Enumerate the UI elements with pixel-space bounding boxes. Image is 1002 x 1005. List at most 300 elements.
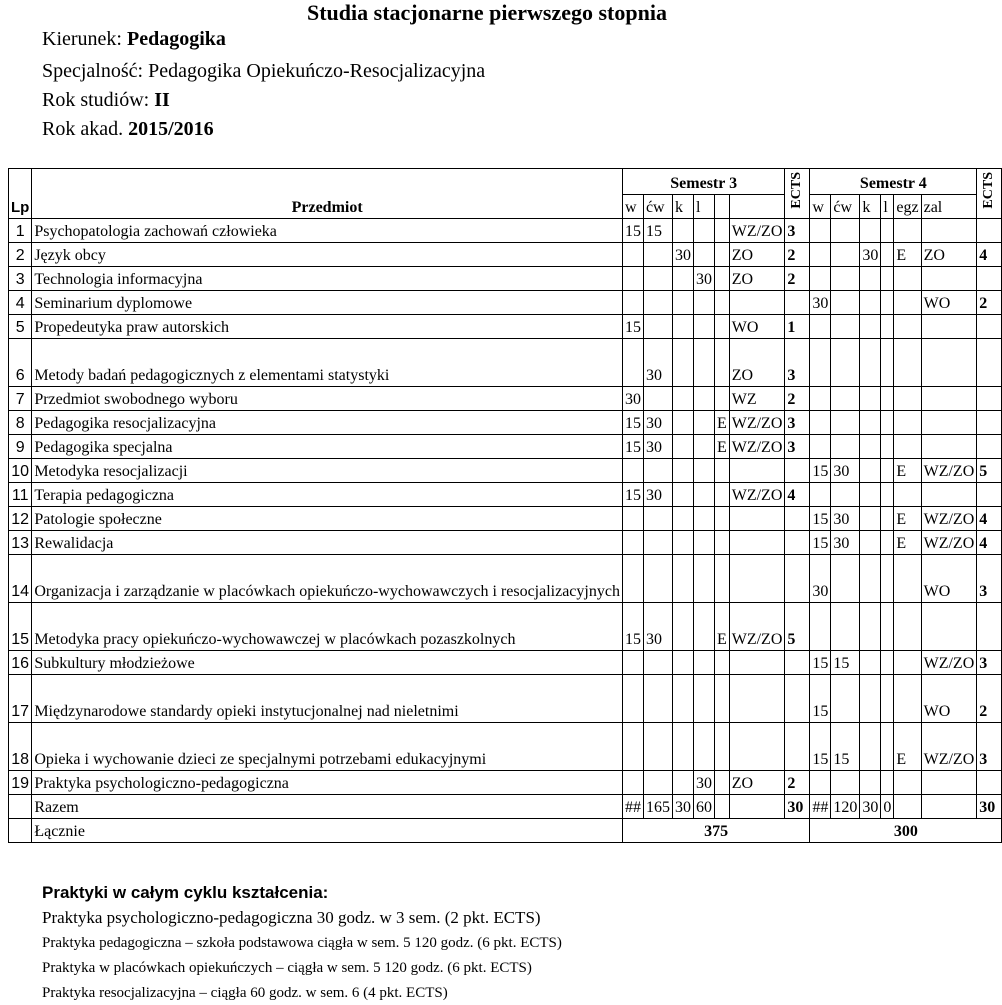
- totals-s4: 0: [881, 795, 894, 819]
- subject-name: Propedeutyka praw autorskich: [32, 315, 623, 339]
- przedmiot-header: Przedmiot: [32, 169, 623, 219]
- s3-w: [622, 675, 643, 723]
- s3-cw: [643, 507, 672, 531]
- s3-cw: 30: [643, 339, 672, 387]
- s3-l: [693, 435, 714, 459]
- s3-ects: [785, 555, 810, 603]
- s4-k: [860, 603, 881, 651]
- lp-cell: 12: [9, 507, 32, 531]
- s3-k: [672, 315, 693, 339]
- s4-zal: WO: [921, 675, 977, 723]
- s4-k: [860, 675, 881, 723]
- s3-k: [672, 507, 693, 531]
- col-zal-4: zal: [921, 195, 977, 219]
- subject-name: Praktyka psychologiczno-pedagogiczna: [32, 771, 623, 795]
- s3-w: [622, 339, 643, 387]
- s4-ects: 4: [977, 531, 1002, 555]
- s4-k: [860, 771, 881, 795]
- s3-zal: WO: [729, 315, 785, 339]
- s3-egz: [714, 459, 729, 483]
- s3-zal: [729, 651, 785, 675]
- totals-s3: 30: [785, 795, 810, 819]
- s3-cw: 30: [643, 483, 672, 507]
- s4-ects: [977, 771, 1002, 795]
- col-w-4: w: [810, 195, 831, 219]
- totals-s3: 60: [693, 795, 714, 819]
- s3-l: [693, 411, 714, 435]
- s4-cw: [831, 291, 860, 315]
- table-row: [9, 507, 1002, 531]
- lp-cell: 1: [9, 219, 32, 243]
- s3-l: [693, 507, 714, 531]
- s3-cw: [643, 771, 672, 795]
- curriculum-table: [8, 168, 1002, 843]
- s4-w: 15: [810, 507, 831, 531]
- totals-label: Razem: [32, 795, 623, 819]
- s4-ects: [977, 339, 1002, 387]
- subject-name: Patologie społeczne: [32, 507, 623, 531]
- s4-zal: WZ/ZO: [921, 459, 977, 483]
- practice-line: Praktyka resocjalizacyjna – ciągła 60 godz. w sem. 6 (4 pkt. ECTS): [42, 985, 448, 1001]
- s4-k: [860, 651, 881, 675]
- s3-zal: [729, 531, 785, 555]
- subject-name: Rewalidacja: [32, 531, 623, 555]
- s4-k: [860, 315, 881, 339]
- semestr3-header: Semestr 3: [622, 169, 784, 195]
- s3-egz: [714, 291, 729, 315]
- subject-name: Międzynarodowe standardy opieki instytucjonalnej nad nieletnimi: [32, 675, 623, 723]
- s3-w: 15: [622, 435, 643, 459]
- s3-w: [622, 771, 643, 795]
- lp-cell: 7: [9, 387, 32, 411]
- s3-egz: [714, 219, 729, 243]
- s3-l: [693, 315, 714, 339]
- subject-name: Seminarium dyplomowe: [32, 291, 623, 315]
- s3-l: [693, 339, 714, 387]
- s3-ects: [785, 459, 810, 483]
- table-row: [9, 339, 1002, 387]
- s4-l: [881, 555, 894, 603]
- s3-zal: WZ/ZO: [729, 483, 785, 507]
- s4-k: [860, 459, 881, 483]
- study-year: [42, 89, 170, 112]
- s4-l: [881, 243, 894, 267]
- lp-cell: [9, 819, 32, 843]
- s4-ects: [977, 435, 1002, 459]
- s4-zal: WZ/ZO: [921, 531, 977, 555]
- s3-k: [672, 387, 693, 411]
- table-row: [9, 291, 1002, 315]
- s4-w: [810, 315, 831, 339]
- practice-line: Praktyka pedagogiczna – szkoła podstawowa ciągła w sem. 5 120 godz. (6 pkt. ECTS): [42, 935, 562, 951]
- col-egz-4: egz: [894, 195, 921, 219]
- s4-cw: 30: [831, 459, 860, 483]
- subject-name: Pedagogika resocjalizacyjna: [32, 411, 623, 435]
- s4-w: [810, 603, 831, 651]
- s3-zal: WZ/ZO: [729, 411, 785, 435]
- s4-cw: [831, 675, 860, 723]
- table-row: [9, 459, 1002, 483]
- s4-k: [860, 291, 881, 315]
- s3-egz: [714, 315, 729, 339]
- s4-zal: [921, 483, 977, 507]
- s4-zal: WZ/ZO: [921, 507, 977, 531]
- s3-w: 15: [622, 219, 643, 243]
- s3-zal: ZO: [729, 339, 785, 387]
- ects-header-sem3: ECTS: [785, 169, 810, 219]
- lp-cell: 17: [9, 675, 32, 723]
- s4-cw: [831, 315, 860, 339]
- table-row: [9, 435, 1002, 459]
- s4-w: 15: [810, 651, 831, 675]
- s3-ects: [785, 291, 810, 315]
- s4-zal: [921, 603, 977, 651]
- s4-ects: [977, 267, 1002, 291]
- s3-ects: 2: [785, 243, 810, 267]
- s4-l: [881, 723, 894, 771]
- page-title: Studia stacjonarne pierwszego stopnia: [307, 0, 667, 25]
- s4-egz: [894, 339, 921, 387]
- totals-s4: 120: [831, 795, 860, 819]
- s3-cw: [643, 243, 672, 267]
- academic-year: [42, 118, 214, 141]
- s3-ects: 5: [785, 603, 810, 651]
- s4-egz: E: [894, 531, 921, 555]
- s3-ects: [785, 507, 810, 531]
- ects-header-sem4: ECTS: [977, 169, 1002, 219]
- lp-cell: 3: [9, 267, 32, 291]
- s4-l: [881, 603, 894, 651]
- lp-cell: 16: [9, 651, 32, 675]
- s4-w: [810, 219, 831, 243]
- s4-cw: [831, 603, 860, 651]
- s3-l: [693, 675, 714, 723]
- s3-w: [622, 531, 643, 555]
- subject-name: Technologia informacyjna: [32, 267, 623, 291]
- s3-k: [672, 411, 693, 435]
- s4-k: [860, 339, 881, 387]
- subject-name: Metodyka pracy opiekuńczo-wychowawczej w placówkach pozaszkolnych: [32, 603, 623, 651]
- s3-k: [672, 219, 693, 243]
- s4-cw: [831, 555, 860, 603]
- s3-cw: [643, 555, 672, 603]
- totals-row: [9, 795, 1002, 819]
- s3-ects: [785, 723, 810, 771]
- s4-l: [881, 675, 894, 723]
- s4-cw: [831, 411, 860, 435]
- s4-cw: [831, 243, 860, 267]
- s3-l: [693, 291, 714, 315]
- s4-cw: [831, 387, 860, 411]
- col-cw-4: ćw: [831, 195, 860, 219]
- s4-k: 30: [860, 243, 881, 267]
- s3-ects: 2: [785, 387, 810, 411]
- s3-ects: 3: [785, 339, 810, 387]
- s4-egz: [894, 555, 921, 603]
- s3-egz: [714, 675, 729, 723]
- col-blank-3a: [714, 195, 729, 219]
- s3-l: [693, 387, 714, 411]
- s4-cw: [831, 219, 860, 243]
- totals-s3: ##: [622, 795, 643, 819]
- col-cw-3: ćw: [643, 195, 672, 219]
- s4-cw: 15: [831, 651, 860, 675]
- s4-zal: [921, 435, 977, 459]
- s4-cw: [831, 339, 860, 387]
- s3-w: 15: [622, 411, 643, 435]
- s4-zal: ZO: [921, 243, 977, 267]
- s4-l: [881, 315, 894, 339]
- totals-s3: [714, 795, 729, 819]
- s4-cw: 30: [831, 531, 860, 555]
- s3-egz: [714, 339, 729, 387]
- s3-ects: 4: [785, 483, 810, 507]
- s3-cw: [643, 531, 672, 555]
- s3-ects: [785, 531, 810, 555]
- s4-l: [881, 219, 894, 243]
- s4-ects: 2: [977, 291, 1002, 315]
- s4-w: 30: [810, 555, 831, 603]
- lp-cell: 13: [9, 531, 32, 555]
- grand-total-row: [9, 819, 1002, 843]
- lp-cell: 6: [9, 339, 32, 387]
- rok-akad-value: 2015/2016: [128, 118, 214, 140]
- rok-value: II: [154, 89, 170, 111]
- s4-zal: [921, 339, 977, 387]
- s3-egz: [714, 243, 729, 267]
- s4-cw: [831, 267, 860, 291]
- col-l-3: l: [693, 195, 714, 219]
- s4-k: [860, 483, 881, 507]
- s3-egz: [714, 555, 729, 603]
- s4-zal: WO: [921, 291, 977, 315]
- lp-cell: 10: [9, 459, 32, 483]
- s3-ects: [785, 651, 810, 675]
- s4-w: 15: [810, 723, 831, 771]
- s3-k: [672, 723, 693, 771]
- s4-egz: E: [894, 243, 921, 267]
- s3-w: [622, 651, 643, 675]
- s4-egz: [894, 219, 921, 243]
- specialization: Specjalność: Pedagogika Opiekuńczo-Resocjalizacyjna: [42, 60, 486, 82]
- lp-header: Lp: [9, 169, 32, 219]
- s4-w: [810, 243, 831, 267]
- s4-zal: [921, 387, 977, 411]
- s3-w: [622, 555, 643, 603]
- s4-k: [860, 723, 881, 771]
- s3-ects: 3: [785, 411, 810, 435]
- table-row: [9, 387, 1002, 411]
- s4-zal: WO: [921, 555, 977, 603]
- s3-k: [672, 531, 693, 555]
- s3-cw: [643, 459, 672, 483]
- table-row: [9, 603, 1002, 651]
- s4-ects: 4: [977, 243, 1002, 267]
- totals-s4: [921, 795, 977, 819]
- s3-ects: 3: [785, 435, 810, 459]
- lp-cell: 9: [9, 435, 32, 459]
- s4-w: [810, 267, 831, 291]
- s4-k: [860, 267, 881, 291]
- lp-cell: 11: [9, 483, 32, 507]
- s3-l: [693, 723, 714, 771]
- lp-cell: 19: [9, 771, 32, 795]
- s4-l: [881, 651, 894, 675]
- s3-ects: 2: [785, 267, 810, 291]
- s4-l: [881, 435, 894, 459]
- s3-k: [672, 675, 693, 723]
- s4-ects: 5: [977, 459, 1002, 483]
- table-row: [9, 723, 1002, 771]
- table-row: [9, 243, 1002, 267]
- s3-cw: [643, 651, 672, 675]
- s4-cw: [831, 435, 860, 459]
- practice-line: Praktyka psychologiczno-pedagogiczna 30 godz. w 3 sem. (2 pkt. ECTS): [42, 908, 541, 927]
- semestr4-header: Semestr 4: [810, 169, 977, 195]
- s3-egz: [714, 723, 729, 771]
- s4-w: [810, 339, 831, 387]
- totals-s4: [894, 795, 921, 819]
- grand-total-label: Łącznie: [32, 819, 623, 843]
- s3-k: [672, 603, 693, 651]
- s3-k: 30: [672, 243, 693, 267]
- s4-cw: 30: [831, 507, 860, 531]
- field-of-study: [42, 28, 226, 51]
- s3-zal: WZ/ZO: [729, 435, 785, 459]
- s3-k: [672, 267, 693, 291]
- s4-ects: 3: [977, 651, 1002, 675]
- rok-label: Rok studiów:: [42, 89, 150, 111]
- subject-name: Psychopatologia zachowań człowieka: [32, 219, 623, 243]
- s4-k: [860, 531, 881, 555]
- s4-w: 15: [810, 531, 831, 555]
- col-k-4: k: [860, 195, 881, 219]
- s3-l: [693, 219, 714, 243]
- s3-k: [672, 555, 693, 603]
- s4-cw: 15: [831, 723, 860, 771]
- s4-egz: [894, 315, 921, 339]
- s3-k: [672, 339, 693, 387]
- totals-s4: 30: [860, 795, 881, 819]
- s3-ects: 3: [785, 219, 810, 243]
- s4-w: 15: [810, 675, 831, 723]
- s3-cw: 30: [643, 603, 672, 651]
- col-w-3: w: [622, 195, 643, 219]
- totals-s4: ##: [810, 795, 831, 819]
- s3-zal: WZ/ZO: [729, 219, 785, 243]
- s4-zal: [921, 219, 977, 243]
- s4-zal: [921, 771, 977, 795]
- s3-l: [693, 483, 714, 507]
- s4-w: 30: [810, 291, 831, 315]
- s4-l: [881, 291, 894, 315]
- s3-cw: [643, 387, 672, 411]
- s4-w: [810, 483, 831, 507]
- s4-w: [810, 411, 831, 435]
- table-row: [9, 411, 1002, 435]
- totals-s3: [729, 795, 785, 819]
- s4-egz: E: [894, 723, 921, 771]
- lp-cell: 4: [9, 291, 32, 315]
- s4-l: [881, 411, 894, 435]
- s3-egz: E: [714, 411, 729, 435]
- s3-zal: [729, 291, 785, 315]
- subject-name: Przedmiot swobodnego wyboru: [32, 387, 623, 411]
- s3-egz: E: [714, 435, 729, 459]
- s4-k: [860, 435, 881, 459]
- s4-l: [881, 459, 894, 483]
- s3-l: [693, 651, 714, 675]
- s3-l: 30: [693, 267, 714, 291]
- subject-name: Terapia pedagogiczna: [32, 483, 623, 507]
- s3-zal: WZ: [729, 387, 785, 411]
- s4-egz: [894, 603, 921, 651]
- lp-cell: 14: [9, 555, 32, 603]
- rok-akad-label: Rok akad.: [42, 118, 124, 140]
- totals-s3: 165: [643, 795, 672, 819]
- s4-zal: [921, 411, 977, 435]
- s3-zal: [729, 459, 785, 483]
- s4-ects: 2: [977, 675, 1002, 723]
- s3-w: 30: [622, 387, 643, 411]
- s4-egz: [894, 435, 921, 459]
- subject-name: Język obcy: [32, 243, 623, 267]
- s4-egz: [894, 651, 921, 675]
- s4-w: [810, 387, 831, 411]
- s3-zal: ZO: [729, 267, 785, 291]
- subject-name: Subkultury młodzieżowe: [32, 651, 623, 675]
- s3-zal: ZO: [729, 243, 785, 267]
- s3-zal: [729, 507, 785, 531]
- s4-egz: [894, 675, 921, 723]
- s3-egz: [714, 507, 729, 531]
- s3-w: [622, 267, 643, 291]
- s3-k: [672, 291, 693, 315]
- s4-w: [810, 435, 831, 459]
- subject-name: Metodyka resocjalizacji: [32, 459, 623, 483]
- table-row: [9, 675, 1002, 723]
- s4-k: [860, 555, 881, 603]
- s3-egz: [714, 267, 729, 291]
- s4-zal: [921, 267, 977, 291]
- subject-name: Organizacja i zarządzanie w placówkach opiekuńczo-wychowawczych i resocjalizacyjnych: [32, 555, 623, 603]
- s3-zal: ZO: [729, 771, 785, 795]
- totals-s4: 30: [977, 795, 1002, 819]
- s3-zal: [729, 555, 785, 603]
- s3-w: [622, 243, 643, 267]
- s3-w: 15: [622, 603, 643, 651]
- s3-l: [693, 531, 714, 555]
- lp-cell: 8: [9, 411, 32, 435]
- grand-total-s3: 375: [622, 819, 809, 843]
- s4-egz: [894, 411, 921, 435]
- s3-w: 15: [622, 315, 643, 339]
- s4-zal: WZ/ZO: [921, 723, 977, 771]
- s3-zal: WZ/ZO: [729, 603, 785, 651]
- s3-cw: [643, 675, 672, 723]
- col-blank-3b: [729, 195, 785, 219]
- s3-k: [672, 771, 693, 795]
- s4-ects: 4: [977, 507, 1002, 531]
- s4-egz: [894, 267, 921, 291]
- subject-name: Opieka i wychowanie dzieci ze specjalnymi potrzebami edukacyjnymi: [32, 723, 623, 771]
- s3-l: [693, 459, 714, 483]
- s3-cw: 30: [643, 435, 672, 459]
- s3-w: [622, 723, 643, 771]
- s4-egz: E: [894, 459, 921, 483]
- s3-cw: [643, 723, 672, 771]
- table-row: [9, 651, 1002, 675]
